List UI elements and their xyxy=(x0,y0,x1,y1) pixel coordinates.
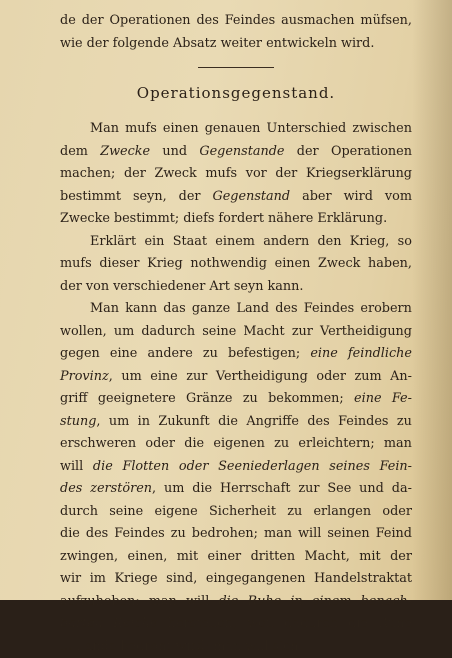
word: wird xyxy=(343,188,373,204)
top-line-1: de der Operationen des Feindes ausmachen müfsen, xyxy=(60,13,412,28)
word: dadurch xyxy=(141,323,196,339)
word: Gegenstand xyxy=(212,188,291,204)
word: die xyxy=(218,413,238,429)
word: Zukunft xyxy=(158,413,210,429)
word: Vertheidigung xyxy=(320,323,412,339)
word: fordert xyxy=(218,211,264,227)
word: wir xyxy=(60,571,82,587)
body-line xyxy=(60,208,412,231)
word: die xyxy=(92,458,113,474)
word: will xyxy=(186,593,210,609)
body-line xyxy=(60,523,412,546)
word: um xyxy=(121,368,142,384)
word: und xyxy=(359,481,384,497)
word: bestimmt xyxy=(60,188,121,204)
word: eine xyxy=(109,346,138,362)
body-line xyxy=(60,636,412,658)
word: wollen, xyxy=(60,323,107,339)
word: will xyxy=(298,526,322,542)
word: so xyxy=(397,233,412,249)
word: oder xyxy=(178,458,209,474)
body-line xyxy=(60,163,412,186)
word: Land xyxy=(236,301,270,317)
word: Lande xyxy=(76,638,117,654)
word: einer xyxy=(207,548,242,564)
word: eigenen xyxy=(213,436,265,452)
word: stung, xyxy=(60,413,101,429)
word: eine xyxy=(354,391,382,407)
word: See xyxy=(327,481,352,497)
word: Fe- xyxy=(391,391,412,407)
word: Zweck xyxy=(318,256,361,272)
word: die xyxy=(192,481,213,497)
word: aber xyxy=(302,188,332,204)
word: Erklärung. xyxy=(317,211,388,227)
body-line xyxy=(60,276,412,299)
word: um xyxy=(163,481,185,497)
word: Zweck xyxy=(154,166,197,182)
word: mit xyxy=(176,548,199,564)
word: will xyxy=(60,458,84,474)
word: bekommen; xyxy=(268,391,344,407)
body-line xyxy=(90,231,412,254)
word: in xyxy=(290,593,303,609)
word: einen, xyxy=(127,548,168,564)
word: einen xyxy=(274,256,311,272)
word: erlangen xyxy=(313,503,372,519)
word: weil xyxy=(247,616,274,632)
word: Staat xyxy=(172,233,207,249)
body-line xyxy=(60,343,412,366)
word: oder xyxy=(316,368,346,384)
word: des xyxy=(307,413,330,429)
word: ganze xyxy=(191,301,231,317)
word: die xyxy=(184,436,205,452)
word: seine xyxy=(202,323,237,339)
word: dadurch xyxy=(284,616,338,632)
word: oder xyxy=(145,436,175,452)
word: Feind xyxy=(375,526,412,542)
word: bestimmt; xyxy=(113,211,180,227)
word: Macht, xyxy=(304,548,350,564)
word: Art xyxy=(209,278,230,294)
word: wird; xyxy=(175,638,210,654)
word: benach- xyxy=(360,593,412,609)
word: zu xyxy=(202,346,218,362)
word: Seeniederlagen xyxy=(218,458,320,474)
word: machen; xyxy=(60,166,116,182)
word: mufs xyxy=(125,121,157,137)
word: der xyxy=(296,143,319,159)
word: eine xyxy=(150,368,178,384)
word: in xyxy=(137,413,151,429)
word: Ruhe xyxy=(247,593,282,609)
word: Krieg, xyxy=(349,233,390,249)
word: Kriege xyxy=(114,571,158,587)
word: von xyxy=(85,278,110,294)
word: Kriegserklärung xyxy=(305,166,412,182)
word: einen xyxy=(162,121,199,137)
word: einem xyxy=(311,593,352,609)
word: um xyxy=(113,323,135,339)
word: Feindes xyxy=(303,301,355,317)
word: nothwendig xyxy=(190,256,267,272)
section-heading: Operationsgegenstand. xyxy=(136,84,336,103)
body-line xyxy=(60,366,412,389)
word: aufzuheben; xyxy=(60,593,140,609)
word: genauen xyxy=(204,121,261,137)
word: des xyxy=(275,301,298,317)
word: der xyxy=(60,278,82,294)
word: feindliche xyxy=(347,346,412,362)
word: geeignetere xyxy=(97,391,176,407)
body-line xyxy=(60,591,412,614)
word: herstellen, xyxy=(167,616,237,632)
word: andere xyxy=(147,346,193,362)
body-line xyxy=(60,141,412,164)
body-line xyxy=(90,298,412,321)
word: vor xyxy=(245,166,267,182)
word: das xyxy=(163,301,186,317)
body-line xyxy=(60,433,412,456)
word: den xyxy=(317,233,342,249)
word: gegen xyxy=(60,346,100,362)
body-line xyxy=(60,568,412,591)
word: im xyxy=(89,571,106,587)
body-line xyxy=(60,321,412,344)
word: einem xyxy=(215,233,255,249)
word: der xyxy=(275,166,298,182)
word: haben, xyxy=(368,256,412,272)
word: sich xyxy=(272,638,299,654)
word: Feindes xyxy=(114,526,165,542)
word: Herrschaft xyxy=(220,481,291,497)
word: ein xyxy=(144,233,165,249)
word: oder xyxy=(382,503,412,519)
word: zu xyxy=(396,413,412,429)
word: zur xyxy=(291,323,313,339)
body-line xyxy=(60,613,412,636)
word: dieser xyxy=(99,256,140,272)
body-line xyxy=(60,388,412,411)
section-divider xyxy=(198,67,274,68)
word: griff xyxy=(60,391,88,407)
word: mufs xyxy=(60,256,92,272)
word: zum xyxy=(354,368,382,384)
word: Sicherheit xyxy=(208,503,276,519)
word: Man xyxy=(90,121,119,137)
body-line xyxy=(60,253,412,276)
word: durch xyxy=(60,503,98,519)
word: dritten xyxy=(250,548,296,564)
word: eingegangenen xyxy=(205,571,306,587)
word: des xyxy=(60,481,83,497)
word: seinen xyxy=(327,526,370,542)
page-text xyxy=(60,10,412,658)
word: man xyxy=(148,593,177,609)
word: mufs xyxy=(205,166,238,182)
body-line xyxy=(90,118,412,141)
word: zu xyxy=(242,391,258,407)
word: nähere xyxy=(267,211,314,227)
word: zerstören, xyxy=(90,481,157,497)
word: Fein- xyxy=(379,458,412,474)
word: will xyxy=(245,638,269,654)
word: Zwecke xyxy=(60,211,110,227)
word: Erklärt xyxy=(90,233,137,249)
word: man xyxy=(383,436,412,452)
word: barten xyxy=(60,616,103,632)
word: Reiche xyxy=(113,616,158,632)
word: um xyxy=(108,413,130,429)
word: der xyxy=(390,548,412,564)
word: kann. xyxy=(267,278,304,294)
word: Krieg xyxy=(147,256,183,272)
word: der xyxy=(123,166,146,182)
body-line xyxy=(60,546,412,569)
word: Macht xyxy=(243,323,285,339)
word: Ruhe xyxy=(378,616,412,632)
word: seyn, xyxy=(132,188,167,204)
word: andern xyxy=(263,233,310,249)
word: Handelstraktat xyxy=(313,571,412,587)
word: man xyxy=(264,526,293,542)
word: der xyxy=(178,188,201,204)
body-text xyxy=(60,118,412,658)
body-line xyxy=(60,186,412,209)
top-line-2: wie der folgende Absatz weiter entwickeln wird. xyxy=(60,35,375,51)
word: zwingen, xyxy=(60,548,119,564)
word: Unterschied xyxy=(266,121,347,137)
word: diefs xyxy=(183,211,215,227)
word: An- xyxy=(390,368,412,384)
word: dem xyxy=(60,143,88,159)
word: und xyxy=(162,143,188,159)
body-line xyxy=(60,501,412,524)
word: die xyxy=(218,593,239,609)
body-line xyxy=(60,411,412,434)
body-line xyxy=(60,478,412,501)
word: bedrohen; xyxy=(191,526,258,542)
body-line xyxy=(60,456,412,479)
word: mit xyxy=(359,548,381,564)
word: Man xyxy=(90,301,119,317)
word: bedroht xyxy=(120,638,172,654)
word: zur xyxy=(298,481,320,497)
word: erschweren xyxy=(60,436,137,452)
word: des xyxy=(85,526,109,542)
word: Feindes xyxy=(338,413,389,429)
word: Flotten xyxy=(122,458,170,474)
word: Vertheidigung xyxy=(215,368,308,384)
word: befestigen; xyxy=(228,346,301,362)
word: zu xyxy=(287,503,303,519)
word: seyn xyxy=(233,278,264,294)
word: Provinz, xyxy=(60,368,113,384)
word: seines xyxy=(329,458,370,474)
word: ... xyxy=(60,638,73,654)
word: erleichtern; xyxy=(298,436,375,452)
word: die xyxy=(348,616,369,632)
word: man xyxy=(213,638,242,654)
word: erobern xyxy=(360,301,412,317)
word: kann xyxy=(125,301,158,317)
word: zu xyxy=(170,526,186,542)
word: zu xyxy=(274,436,290,452)
word: Angriffe xyxy=(246,413,299,429)
word: Zwecke xyxy=(100,143,151,159)
word: eine xyxy=(310,346,338,362)
word: da- xyxy=(391,481,412,497)
word: Gränze xyxy=(185,391,233,407)
word: zwischen xyxy=(352,121,412,137)
word: die xyxy=(60,526,80,542)
word: Gegenstande xyxy=(199,143,285,159)
word: vom xyxy=(384,188,412,204)
word: seine xyxy=(109,503,144,519)
word: verschiedener xyxy=(113,278,206,294)
word: sind, xyxy=(166,571,198,587)
word: eigene xyxy=(154,503,198,519)
word: Operationen xyxy=(330,143,412,159)
word: zur xyxy=(186,368,208,384)
